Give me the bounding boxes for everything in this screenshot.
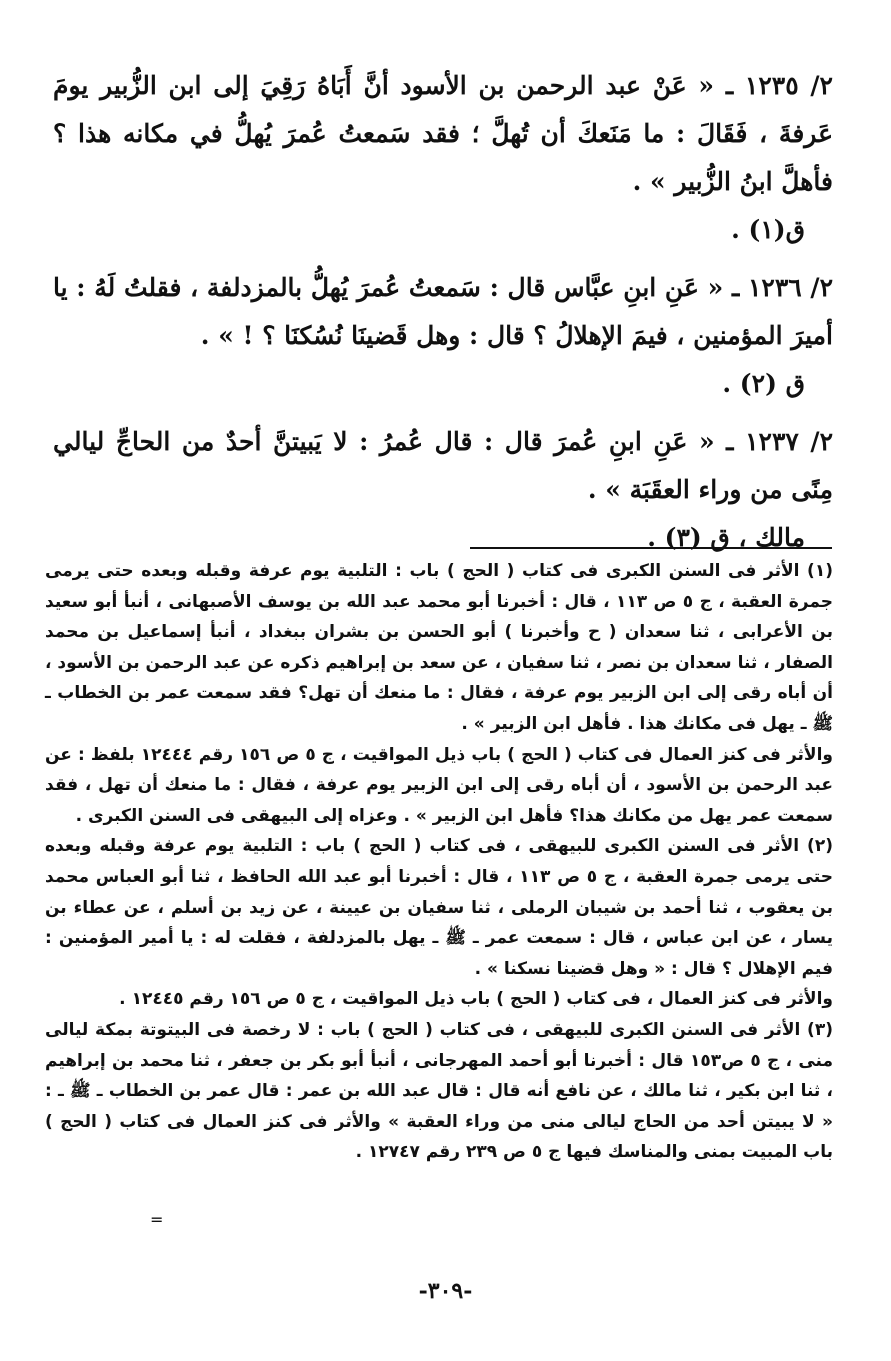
footnote-3 (45, 1015, 833, 1168)
footnote-paragraph: (٣) الأثر فى السنن الكبرى للبيهقى ، فى كتاب ( الحج ) باب : لا رخصة فى البيتوتة بمكة ليالى منى ، ج ٥ ص١٥٣ قال : أخبرنا أبو أحمد المهرجانى ، أنبأ أبو بكر بن جعفر ، ثنا محمد بن إبراهيم ، ثنا ابن بكير ، ثنا مالك ، عن نافع أنه قال : قال عبد الله بن عمر : قال عمر بن الخطاب ـ ﷺ ـ : « لا يبيتن أحد من الحاج ليالى منى من وراء العقبة » والأثر فى كنز العمال فى كتاب ( الحج ) باب المبيت بمنى والمناسك فيها ج ٥ ص ٢٣٩ رقم ١٢٧٤٧ . (45, 1019, 833, 1163)
hadith-text: ٢/ ١٢٣٦ ـ « عَنِ ابنِ عبَّاس قال : سَمعتُ عُمرَ يُهلُّ بالمزدلفة ، فقلتُ لَهُ : يا أميرَ المؤمنين ، فيمَ الإهلالُ ؟ قال : وهل قَضينَا نُسُكنَا ؟ ! » . (53, 273, 833, 350)
page-number: -٣٠٩- (418, 1278, 473, 1304)
hadith-entry-1237 (53, 418, 833, 562)
footnote-paragraph: والأثر فى كنز العمال ، فى كتاب ( الحج ) باب ذيل المواقيت ، ج ٥ ص ١٥٦ رقم ١٢٤٤٥ . (119, 989, 833, 1010)
footnote-paragraph: (٢) الأثر فى السنن الكبرى للبيهقى ، فى كتاب ( الحج ) باب : التلبية يوم عرفة وقبله وبعده حتى يرمى جمرة العقبة ، ج ٥ ص ١١٣ ، قال : أخبرنا أبو عبد الله الحافظ ، ثنا أبو العباس محمد بن يعقوب ، ثنا أحمد بن شيبان الرملى ، ثنا سفيان بن عيينة ، عن زيد بن أسلم ، عن عطاء بن يسار ، عن ابن عباس ، قال : سمعت عمر ـ ﷺ ـ يهل بالمزدلفة ، فقلت له : يا أمير المؤمنين : فيم الإهلال ؟ قال : « وهل قضينا نسكنا » . (45, 836, 833, 979)
hadith-source-ref: مالك ، ق (٣) . (647, 523, 805, 552)
hadith-source-ref: ق (٢) . (722, 369, 805, 398)
footnote-2 (45, 831, 833, 1015)
stray-mark: = (150, 1210, 164, 1229)
main-text (53, 62, 833, 572)
footnote-paragraph: (١) الأثر فى السنن الكبرى فى كتاب ( الحج ) باب : التلبية يوم عرفة وقبله وبعده حتى يرمى جمرة العقبة ، ج ٥ ص ١١٣ ، قال : أخبرنا أبو محمد عبد الله بن يوسف الأصبهانى ، أنبأ أبو سعيد بن الأعرابى ، ثنا سعدان ( ح وأخبرنا ) أبو الحسن بن بشران ببغداد ، أنبأ إسماعيل بن محمد الصفار ، ثنا سعدان بن نصر ، ثنا سفيان ، عن سعد بن إبراهيم ذكره عن عبد الرحمن بن الأسود ، أن أباه رقى إلى ابن الزبير يوم عرفة ، فقال : ما منعك أن تهل؟ فقد سمعت عمر بن الخطاب ـ ﷺ ـ يهل فى مكانك هذا . فأهل ابن الزبير » . (45, 561, 833, 734)
footnotes (45, 556, 833, 1168)
hadith-text: ٢/ ١٢٣٥ ـ « عَنْ عبد الرحمن بن الأسود أنَّ أَبَاهُ رَقِيَ إلى ابن الزُّبير يومَ عَرفةَ ، فَقَالَ : ما مَنَعكَ أن تُهلَّ ؛ فقد سَمعتُ عُمرَ يُهلُّ في مكانه هذا ؟ فأهلَّ ابنُ الزُّبير » . (53, 71, 833, 196)
hadith-entry-1236 (53, 264, 833, 408)
hadith-source-ref: ق(١) . (731, 215, 805, 244)
hadith-entry-1235 (53, 62, 833, 254)
footnote-1 (45, 556, 833, 831)
footnote-separator (470, 547, 832, 549)
footnote-paragraph: والأثر فى كنز العمال فى كتاب ( الحج ) باب ذيل المواقيت ، ج ٥ ص ١٥٦ رقم ١٢٤٤٤ بلفظ : عن عبد الرحمن بن الأسود ، أن أباه رقى إلى ابن الزبير يوم عرفة ، فقال : ما منعك أن تهل ، فقد سمعت عمر يهل من مكانك هذا؟ فأهل ابن الزبير » . وعزاه إلى البيهقى فى السنن الكبرى . (45, 744, 833, 826)
hadith-text: ٢/ ١٢٣٧ ـ « عَنِ ابنِ عُمرَ قال : قال عُمرُ : لا يَبيتنَّ أحدٌ من الحاجِّ ليالي مِنًى من وراء العقَبَة » . (53, 427, 833, 504)
